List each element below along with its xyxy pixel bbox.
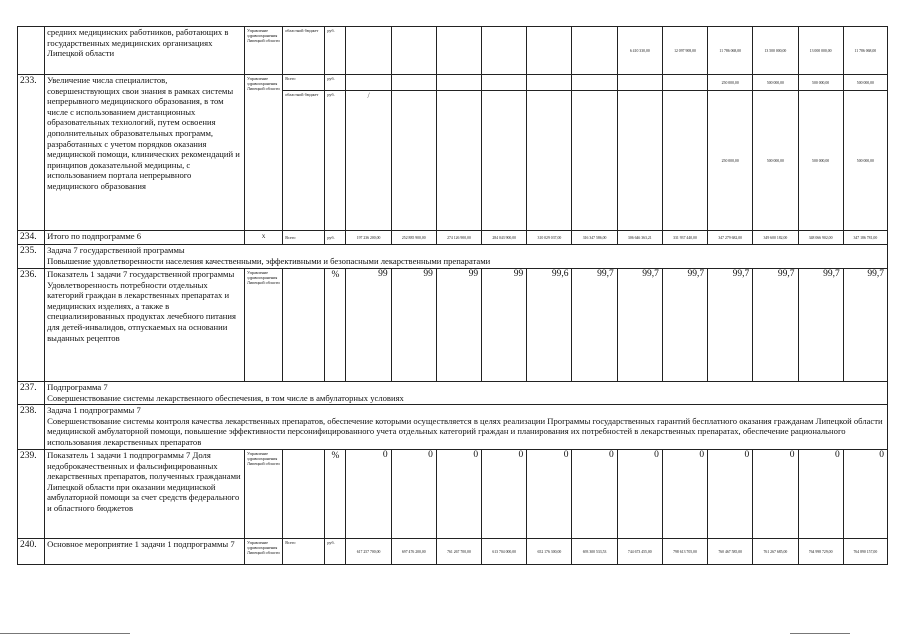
value-cell: 0	[482, 450, 527, 539]
value-cell	[572, 27, 617, 75]
value-cell	[527, 27, 572, 75]
value-cell	[482, 91, 527, 231]
section-title: Задача 1 подпрограммы 7	[47, 405, 141, 415]
row-executor: Х	[245, 231, 283, 245]
value-cell: 250 000,00	[708, 75, 753, 91]
value-cell: 11 786 068,00	[708, 27, 753, 75]
value-cell: 6 410 330,00	[617, 27, 662, 75]
value-cell: 500 000,00	[843, 75, 887, 91]
row-source: Всего	[283, 539, 325, 565]
value-cell	[436, 75, 481, 91]
value-cell: 306 646 363,21	[617, 231, 662, 245]
value-cell: 99,7	[753, 269, 798, 382]
table-row	[18, 27, 888, 75]
value-cell: 197 236 200,00	[346, 231, 391, 245]
value-cell	[482, 27, 527, 75]
row-source: областной бюджет	[283, 27, 325, 75]
value-cell: 99,7	[843, 269, 887, 382]
row-number: 235.	[18, 245, 45, 269]
row-source: областной бюджет	[283, 91, 325, 231]
value-cell: 697 476 200,00	[391, 539, 436, 565]
value-cell: 0	[843, 450, 887, 539]
value-cell: 284 043 900,00	[482, 231, 527, 245]
value-cell: 250 000,00	[708, 91, 753, 231]
value-cell: 99	[482, 269, 527, 382]
value-cell: 0	[436, 450, 481, 539]
value-cell	[572, 91, 617, 231]
table-row	[18, 75, 888, 91]
row-executor: Управление здравоохранения Липецкой области	[245, 269, 283, 382]
value-cell	[482, 75, 527, 91]
value-cell: 761 267 685,00	[753, 539, 798, 565]
value-cell: 252 885 900,00	[391, 231, 436, 245]
value-cell: 331 937 440,00	[662, 231, 707, 245]
table-row	[18, 382, 888, 405]
value-cell: 761 267 700,00	[436, 539, 481, 565]
value-cell: 0	[617, 450, 662, 539]
value-cell	[436, 27, 481, 75]
row-number: 236.	[18, 269, 45, 382]
value-cell: 348 066 902,00	[798, 231, 843, 245]
value-cell	[391, 91, 436, 231]
value-cell: 274 126 900,00	[436, 231, 481, 245]
row-unit: руб.	[325, 539, 346, 565]
value-cell: 0	[346, 450, 391, 539]
row-executor: Управление здравоохранения Липецкой области	[245, 75, 283, 231]
value-cell: 0	[527, 450, 572, 539]
row-description: Итого по подпрограмме 6	[45, 231, 245, 245]
table-row	[18, 450, 888, 539]
table-row	[18, 269, 888, 382]
value-cell: 0	[753, 450, 798, 539]
value-cell	[617, 91, 662, 231]
value-cell: 760 467 585,00	[708, 539, 753, 565]
value-cell: 99,6	[527, 269, 572, 382]
row-unit: руб.	[325, 27, 346, 75]
value-cell: 0	[662, 450, 707, 539]
value-cell: 617 257 700,00	[346, 539, 391, 565]
row-number	[18, 27, 45, 75]
value-cell: 652 176 300,00	[527, 539, 572, 565]
value-cell	[527, 75, 572, 91]
section-title: Задача 7 государственной программы	[47, 245, 185, 255]
value-cell	[662, 91, 707, 231]
row-source: Всего	[283, 75, 325, 91]
value-cell: 99	[391, 269, 436, 382]
value-cell	[617, 75, 662, 91]
table-row	[18, 231, 888, 245]
row-description: Показатель 1 задачи 7 государственной программы Удовлетворенность потребности отдельных категорий граждан в лекарственных препаратах и медицинских изделиях, а также в специализированных продуктах лечебного питания для детей-инвалидов, отпускаемых на основании выданных рецептов	[45, 269, 245, 382]
row-unit: руб.	[325, 75, 346, 91]
scan-edge-line	[0, 633, 130, 634]
row-number: 237.	[18, 382, 45, 405]
value-cell: 347 186 781,00	[843, 231, 887, 245]
row-number: 233.	[18, 75, 45, 231]
row-source	[283, 450, 325, 539]
value-cell: 99	[346, 269, 391, 382]
row-executor: Управление здравоохранения Липецкой области	[245, 539, 283, 565]
row-source	[283, 269, 325, 382]
value-cell	[346, 75, 391, 91]
value-cell: 500 000,00	[843, 91, 887, 231]
value-cell	[391, 27, 436, 75]
section-heading	[45, 245, 888, 269]
row-unit: %	[325, 450, 346, 539]
row-number: 234.	[18, 231, 45, 245]
row-description: Основное мероприятие 1 задачи 1 подпрограммы 7	[45, 539, 245, 565]
section-subtitle: Совершенствование системы контроля качества лекарственных препаратов, обеспечение которыми осуществляется в целях реализации Программы государственных гарантий бесплатного оказания гражданам Липецкой области медицинской амбулаторной помощи, повышение эффективности персонифицированного учета отдельных категорий граждан и планирования их потребностей в лекарственных препаратах, обеспечение рационального использования лекарственных препаратов	[47, 415, 883, 447]
value-cell: 99,7	[572, 269, 617, 382]
row-executor: Управление здравоохранения Липецкой области	[245, 27, 283, 75]
table-row	[18, 539, 888, 565]
value-cell: 500 000,00	[753, 91, 798, 231]
value-cell	[572, 75, 617, 91]
row-description: средних медицинских работников, работающих в государственных медицинских организациях Липецкой области	[45, 27, 245, 75]
value-cell	[346, 27, 391, 75]
row-unit: руб.	[325, 91, 346, 231]
value-cell: 99,7	[662, 269, 707, 382]
value-cell: 500 000,00	[798, 75, 843, 91]
value-cell: 764 998 729,00	[798, 539, 843, 565]
value-cell	[662, 75, 707, 91]
row-executor: Управление здравоохранения Липецкой области	[245, 450, 283, 539]
section-title: Подпрограмма 7	[47, 382, 108, 392]
scan-edge-line	[790, 633, 850, 634]
row-number: 239.	[18, 450, 45, 539]
program-table	[17, 26, 888, 565]
value-cell: 0	[572, 450, 617, 539]
value-cell: 0	[798, 450, 843, 539]
value-cell: 13 500 000,00	[753, 27, 798, 75]
table-row	[18, 405, 888, 450]
value-cell: 349 600 182,00	[753, 231, 798, 245]
value-cell: 798 613 705,00	[662, 539, 707, 565]
value-cell: 11 786 068,00	[843, 27, 887, 75]
value-cell: 744 673 455,00	[617, 539, 662, 565]
value-cell: 99,7	[617, 269, 662, 382]
row-description: Увеличение числа специалистов, совершенствующих свои знания в рамках системы непрерывного медицинского образования, в том числе с использованием дистанционных образовательных технологий, путем освоения дополнительных образовательных программ, разработанных с учетом порядков оказания медицинской помощи, клинических рекомендаций и принципов доказательной медицины, с использованием портала непрерывного медицинского образования	[45, 75, 245, 231]
row-unit: руб.	[325, 231, 346, 245]
row-source: Всего	[283, 231, 325, 245]
pen-mark: /	[367, 91, 370, 100]
value-cell: 0	[708, 450, 753, 539]
row-number: 240.	[18, 539, 45, 565]
value-cell	[527, 91, 572, 231]
value-cell: 693 300 533,53	[572, 539, 617, 565]
value-cell: 310 029 037,00	[527, 231, 572, 245]
value-cell: 316 347 586,00	[572, 231, 617, 245]
value-cell: 99,7	[708, 269, 753, 382]
value-cell: 764 890 157,00	[843, 539, 887, 565]
value-cell	[346, 91, 391, 231]
row-number: 238.	[18, 405, 45, 450]
value-cell	[391, 75, 436, 91]
table-row	[18, 245, 888, 269]
value-cell	[436, 91, 481, 231]
value-cell: 500 000,00	[753, 75, 798, 91]
value-cell: 0	[391, 450, 436, 539]
section-heading	[45, 405, 888, 450]
value-cell: 13 000 000,00	[798, 27, 843, 75]
value-cell: 500 000,00	[798, 91, 843, 231]
section-heading	[45, 382, 888, 405]
value-cell: 613 704 000,00	[482, 539, 527, 565]
section-subtitle: Повышение удовлетворенности населения качественными, эффективными и безопасными лекарственными препаратами	[47, 255, 491, 266]
row-unit: %	[325, 269, 346, 382]
value-cell: 99	[436, 269, 481, 382]
row-description: Показатель 1 задачи 1 подпрограммы 7 Доля недоброкачественных и фальсифицированных лекарственных препаратов, полученных гражданами Липецкой области при оказании медицинской амбулаторной помощи за счет средств федерального и областного бюджетов	[45, 450, 245, 539]
value-cell: 12 097 908,00	[662, 27, 707, 75]
section-subtitle: Совершенствование системы лекарственного обеспечения, в том числе в амбулаторных условиях	[47, 392, 404, 403]
value-cell: 347 279 682,00	[708, 231, 753, 245]
value-cell: 99,7	[798, 269, 843, 382]
